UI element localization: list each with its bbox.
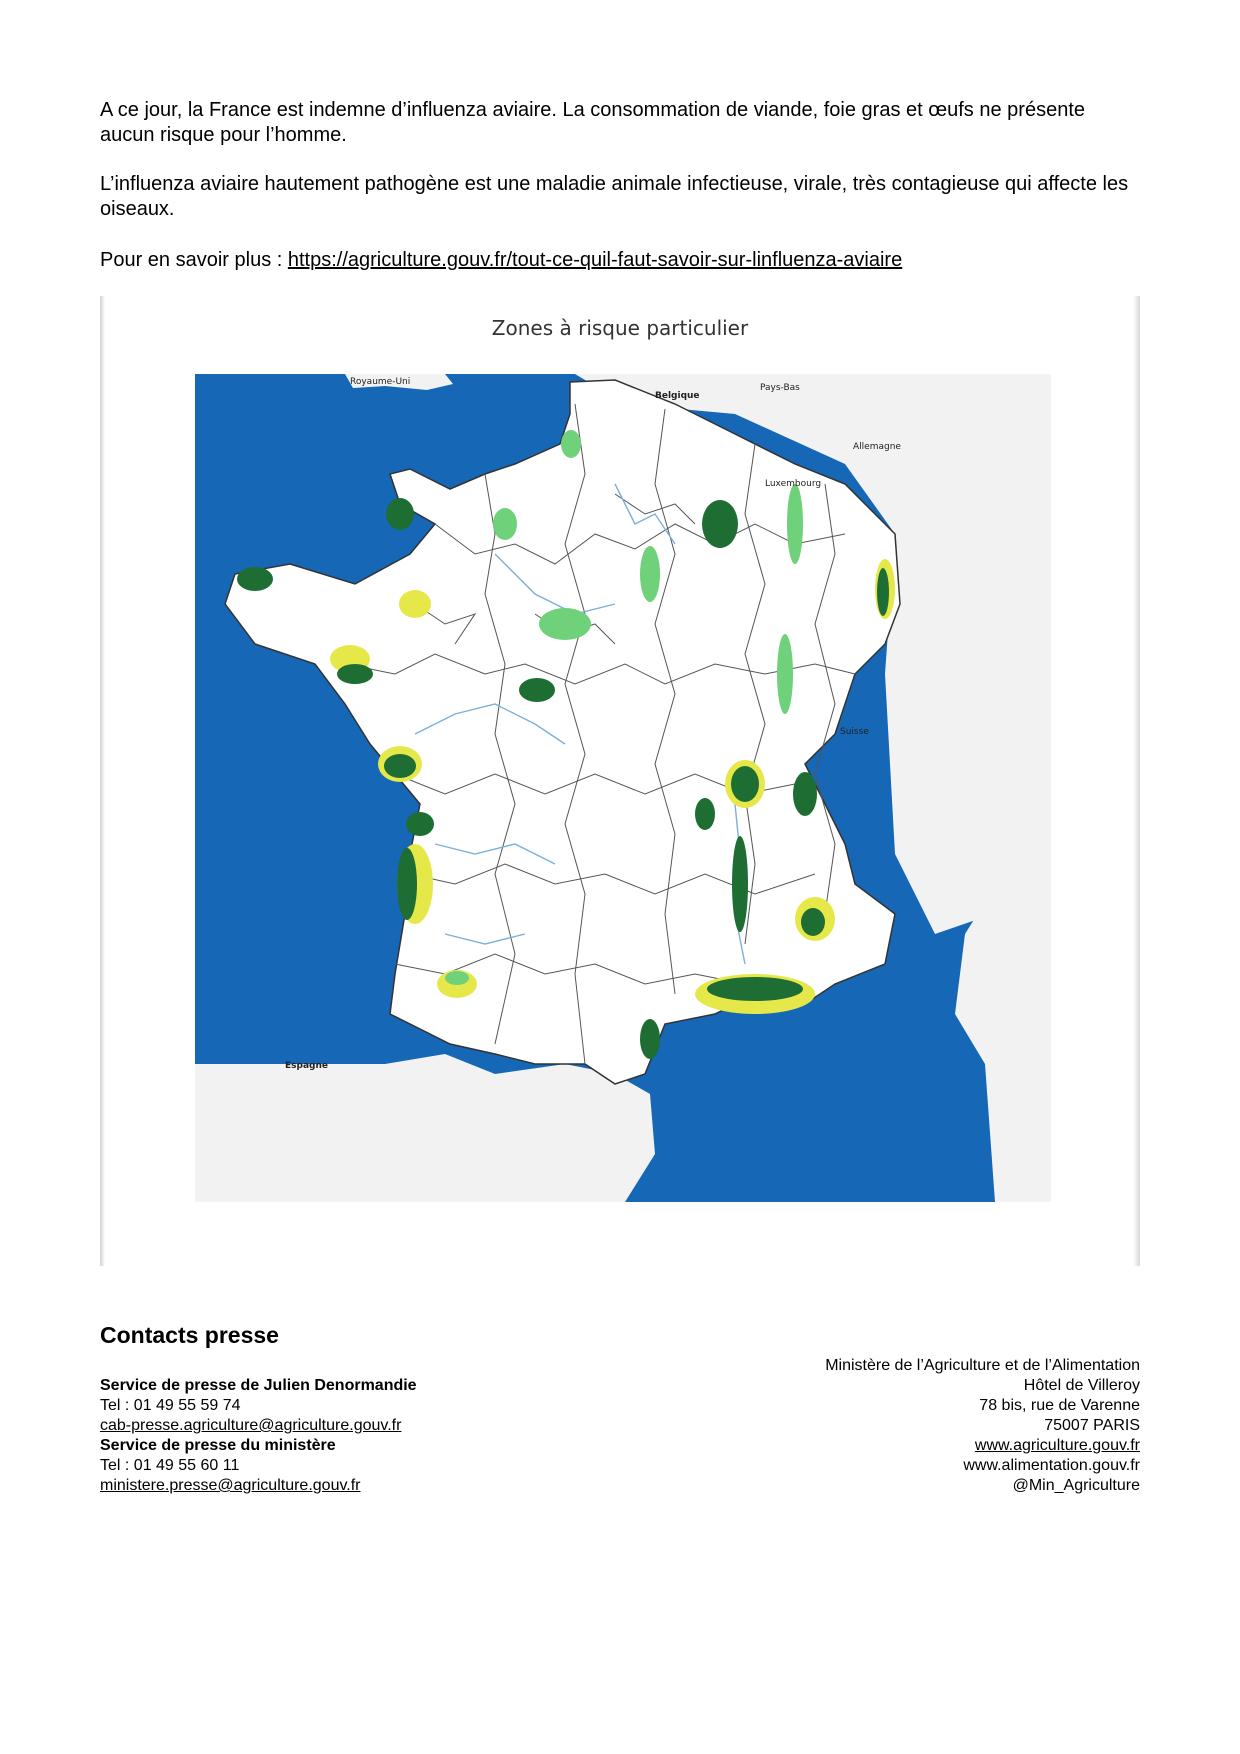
figure-edge-right xyxy=(1133,296,1140,1266)
alimentation-website: www.alimentation.gouv.fr xyxy=(963,1457,1140,1474)
label-luxembourg: Luxembourg xyxy=(765,479,822,489)
risk-zone-seine-estuary xyxy=(493,508,517,540)
label-spain: Espagne xyxy=(285,1061,328,1071)
service1-phone: Tel : 01 49 55 59 74 xyxy=(100,1397,241,1414)
risk-map-figure xyxy=(100,296,1140,1266)
address-street: 78 bis, rue de Varenne xyxy=(979,1397,1140,1414)
more-info-paragraph xyxy=(100,248,1140,273)
risk-zone-vendee xyxy=(406,812,434,836)
address-city: 75007 PARIS xyxy=(1044,1417,1140,1434)
label-germany: Allemagne xyxy=(853,442,901,452)
risk-zone-champagne xyxy=(702,500,738,548)
risk-zone-durance xyxy=(801,908,825,936)
label-uk: Royaume-Uni xyxy=(350,377,411,387)
contacts-heading: Contacts presse xyxy=(100,1322,279,1348)
more-info-link[interactable]: https://agriculture.gouv.fr/tout-ce-quil-faut-savoir-sur-linfluenza-aviaire xyxy=(287,249,903,271)
france-risk-map xyxy=(195,374,1051,1202)
risk-zone-cotentin xyxy=(386,498,414,530)
risk-zone-dombes xyxy=(731,766,759,802)
label-netherlands: Pays-Bas xyxy=(760,383,800,393)
press-contacts xyxy=(100,1376,417,1496)
figure-edge-left xyxy=(100,296,105,1266)
risk-zone-roussillon xyxy=(640,1019,660,1059)
address-hotel: Hôtel de Villeroy xyxy=(1023,1377,1140,1394)
service2-phone: Tel : 01 49 55 60 11 xyxy=(100,1457,240,1474)
risk-zone-sologne xyxy=(539,608,591,640)
label-switzerland: Suisse xyxy=(840,727,869,737)
risk-zone-gironde xyxy=(397,848,417,920)
risk-zone-lorraine xyxy=(787,484,803,564)
risk-zone-forez xyxy=(695,798,715,830)
map-title: Zones à risque particulier xyxy=(491,316,749,340)
ministry-address xyxy=(825,1356,1140,1496)
service1-email-link[interactable]: cab-presse.agriculture@agriculture.gouv.fr xyxy=(100,1417,402,1434)
more-info-label: Pour en savoir plus : xyxy=(100,249,288,271)
service1-title: Service de presse de Julien Denormandie xyxy=(100,1377,417,1394)
risk-zone-baie-somme xyxy=(561,430,581,458)
spain-landmass xyxy=(195,1054,655,1202)
risk-zone-alsace xyxy=(877,568,889,616)
risk-zone-morbihan xyxy=(337,664,373,684)
service2-title: Service de presse du ministère xyxy=(100,1437,336,1454)
service2-email-link[interactable]: ministere.presse@agriculture.gouv.fr xyxy=(100,1477,361,1494)
risk-zone-camargue xyxy=(707,977,803,1001)
risk-zone-adour xyxy=(445,971,469,985)
definition-paragraph: L’influenza aviaire hautement pathogène est une maladie animale infectieuse, virale, très contagieuse qui affecte les oiseaux. xyxy=(100,173,1129,220)
risk-zone-brest xyxy=(237,567,273,591)
twitter-handle: @Min_Agriculture xyxy=(1012,1477,1140,1494)
risk-zone-saint-malo xyxy=(399,590,431,618)
risk-zone-savoie xyxy=(793,772,817,816)
risk-zone-rhone xyxy=(732,836,748,932)
agriculture-website-link[interactable]: www.agriculture.gouv.fr xyxy=(974,1437,1140,1454)
risk-zone-saone xyxy=(777,634,793,714)
risk-zone-loire-estuary xyxy=(384,754,416,778)
risk-zone-brenne xyxy=(519,678,555,702)
risk-zone-champagne-east xyxy=(640,546,660,602)
intro-paragraph: A ce jour, la France est indemne d’influenza aviaire. La consommation de viande, foie gras et œufs ne présente aucun risque pour l’homme. xyxy=(100,99,1085,146)
address-ministry: Ministère de l’Agriculture et de l’Alimentation xyxy=(825,1357,1140,1374)
label-belgium: Belgique xyxy=(655,391,700,401)
